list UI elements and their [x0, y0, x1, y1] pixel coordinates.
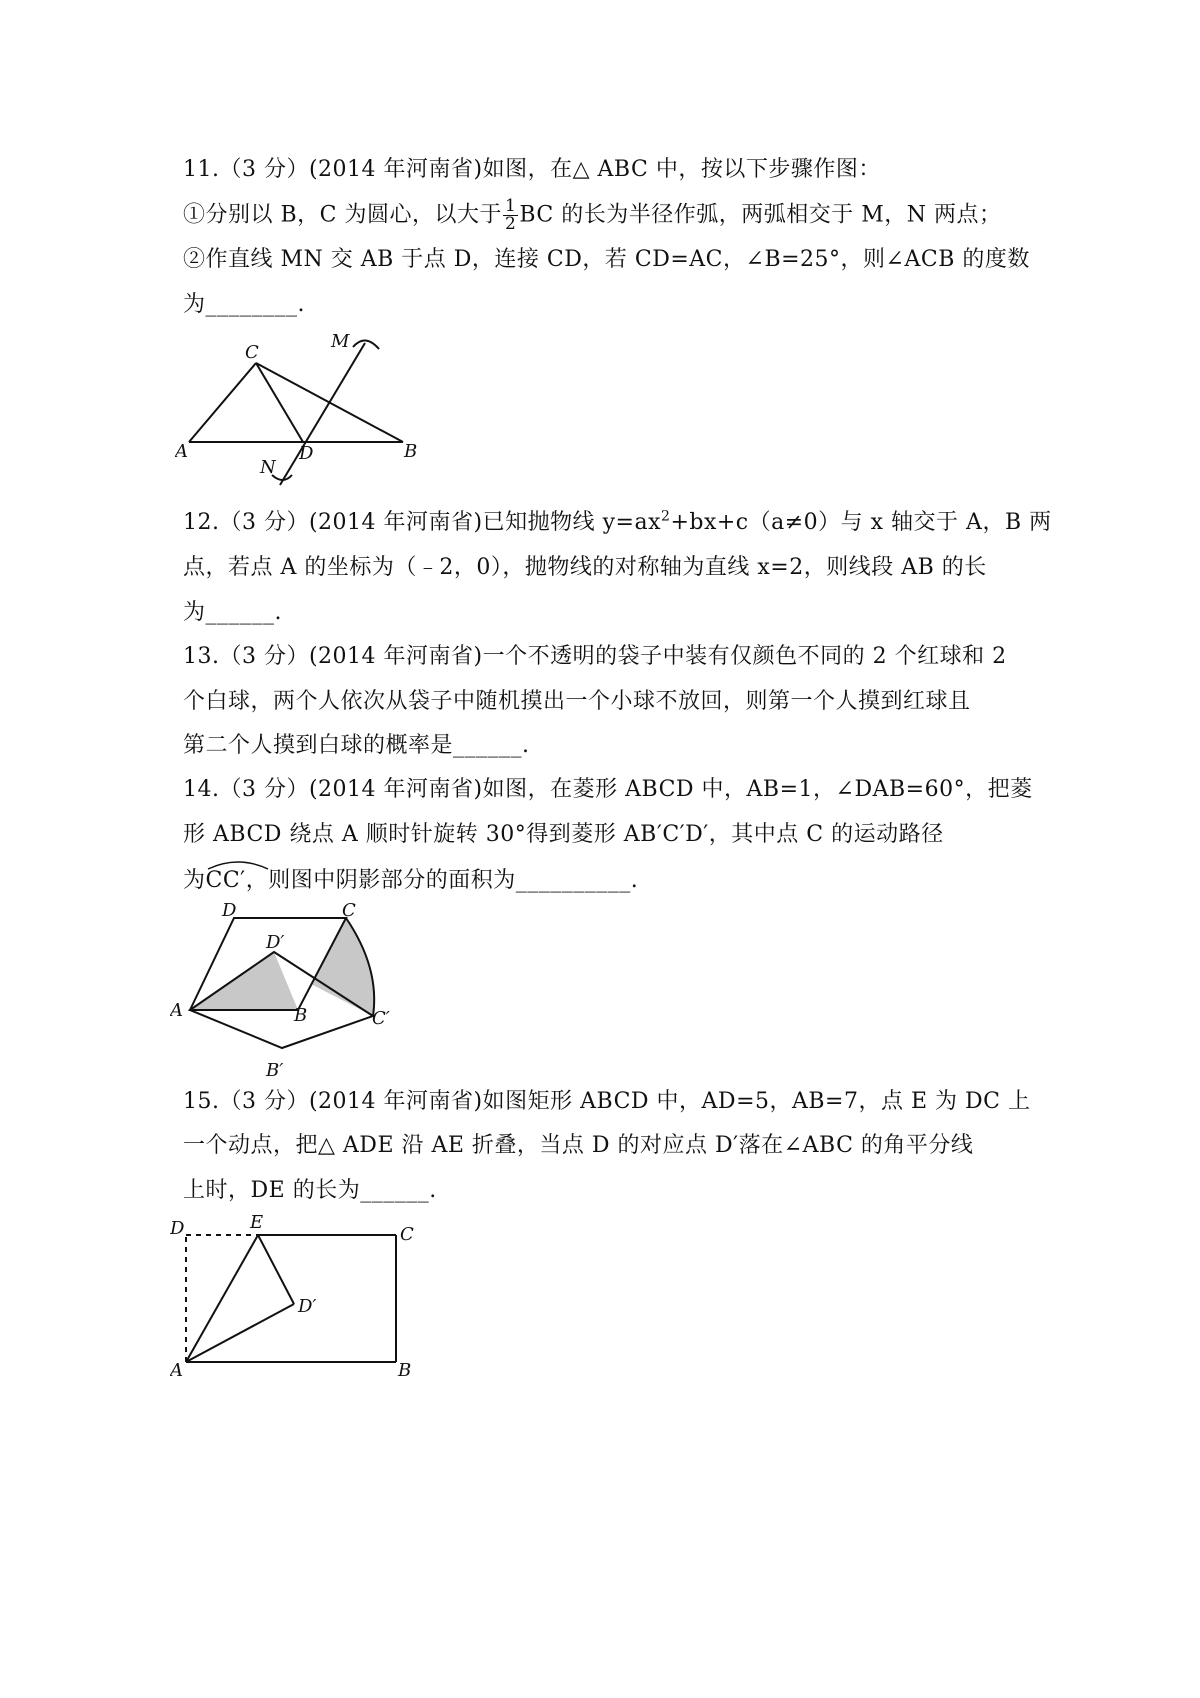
superscript-two: 2 [661, 508, 671, 525]
q12-line2: 点，若点 A 的坐标为（﹣2，0），抛物线的对称轴为直线 x=2，则线段 AB 的长 [183, 555, 987, 580]
label-b: B [294, 1005, 308, 1026]
q12-line1 [183, 508, 1052, 538]
label-d-prime: D′ [298, 1296, 317, 1317]
q13-line3: 第二个人摸到白球的概率是______. [183, 733, 530, 758]
q11-line4: 为________. [183, 292, 305, 317]
q14-figure [170, 898, 420, 1083]
fraction-one-half [503, 198, 518, 233]
fraction-numerator: 1 [505, 196, 517, 216]
label-d: D [222, 900, 237, 921]
label-c: C [245, 342, 259, 363]
label-a: A [170, 1000, 183, 1021]
label-c: C [400, 1224, 414, 1245]
label-e: E [250, 1212, 264, 1233]
q11-line2-post: BC 的长为半径作弧，两弧相交于 M，N 两点； [519, 202, 1002, 228]
fraction-denominator: 2 [505, 214, 517, 234]
label-b-prime: B′ [266, 1060, 284, 1081]
arc-m [353, 340, 379, 349]
label-a: A [170, 1360, 183, 1381]
arc-notation [206, 866, 246, 896]
q12-line1-pre: 12.（3 分）(2014 年河南省)已知抛物线 y=ax [183, 510, 662, 535]
q15-line3: 上时，DE 的长为______. [183, 1178, 437, 1203]
q11-figure [175, 325, 455, 495]
segment-ac [189, 363, 256, 442]
label-b: B [398, 1360, 412, 1381]
q11-line3: ②作直线 MN 交 AB 于点 D，连接 CD，若 CD=AC，∠B=25°，则∠ACB 的度数 [183, 247, 1030, 272]
label-a: A [175, 441, 188, 462]
label-c: C [342, 900, 356, 921]
label-d: D [170, 1218, 185, 1239]
q14-line3-pre: 为 [183, 868, 206, 893]
q14-line1: 14.（3 分）(2014 年河南省)如图，在菱形 ABCD 中，AB=1，∠DAB=60°，把菱 [183, 777, 1033, 802]
label-m: M [331, 331, 350, 352]
q11-line1: 11.（3 分）(2014 年河南省)如图，在△ ABC 中，按以下步骤作图： [183, 157, 881, 182]
label-c-prime: C′ [372, 1008, 390, 1029]
q11-line2-pre: ①分别以 B，C 为圆心，以大于 [183, 202, 502, 228]
q15-line2: 一个动点，把△ ADE 沿 AE 折叠，当点 D 的对应点 D′落在∠ABC 的角平分线 [183, 1133, 974, 1158]
q13-line1: 13.（3 分）(2014 年河南省)一个不透明的袋子中装有仅颜色不同的 2 个红球和 2 [183, 644, 1007, 669]
segment-ed-prime [258, 1235, 294, 1304]
q14-line3 [183, 866, 638, 896]
arc-symbol-icon [206, 858, 270, 870]
shaded-triangle [190, 952, 298, 1010]
q12-line1-post: +bx+c（a≠0）与 x 轴交于 A，B 两 [670, 510, 1052, 535]
q15-figure [170, 1210, 430, 1390]
q15-line1: 15.（3 分）(2014 年河南省)如图矩形 ABCD 中，AD=5，AB=7，点 E 为 DC 上 [183, 1089, 1031, 1114]
q14-line2: 形 ABCD 绕点 A 顺时针旋转 30°得到菱形 AB′C′D′，其中点 C 的运动路径 [183, 822, 944, 847]
label-d-prime: D′ [266, 932, 285, 953]
q11-line2 [183, 198, 1002, 233]
label-d: D [299, 443, 314, 464]
q13-line2: 个白球，两个人依次从袋子中随机摸出一个小球不放回，则第一个人摸到红球且 [183, 689, 971, 714]
arc-label: CC′ [205, 868, 246, 893]
label-n: N [260, 457, 276, 478]
q12-line3: 为______. [183, 600, 282, 625]
q14-line3-post: ，则图中阴影部分的面积为__________. [245, 868, 639, 893]
label-b: B [404, 441, 418, 462]
